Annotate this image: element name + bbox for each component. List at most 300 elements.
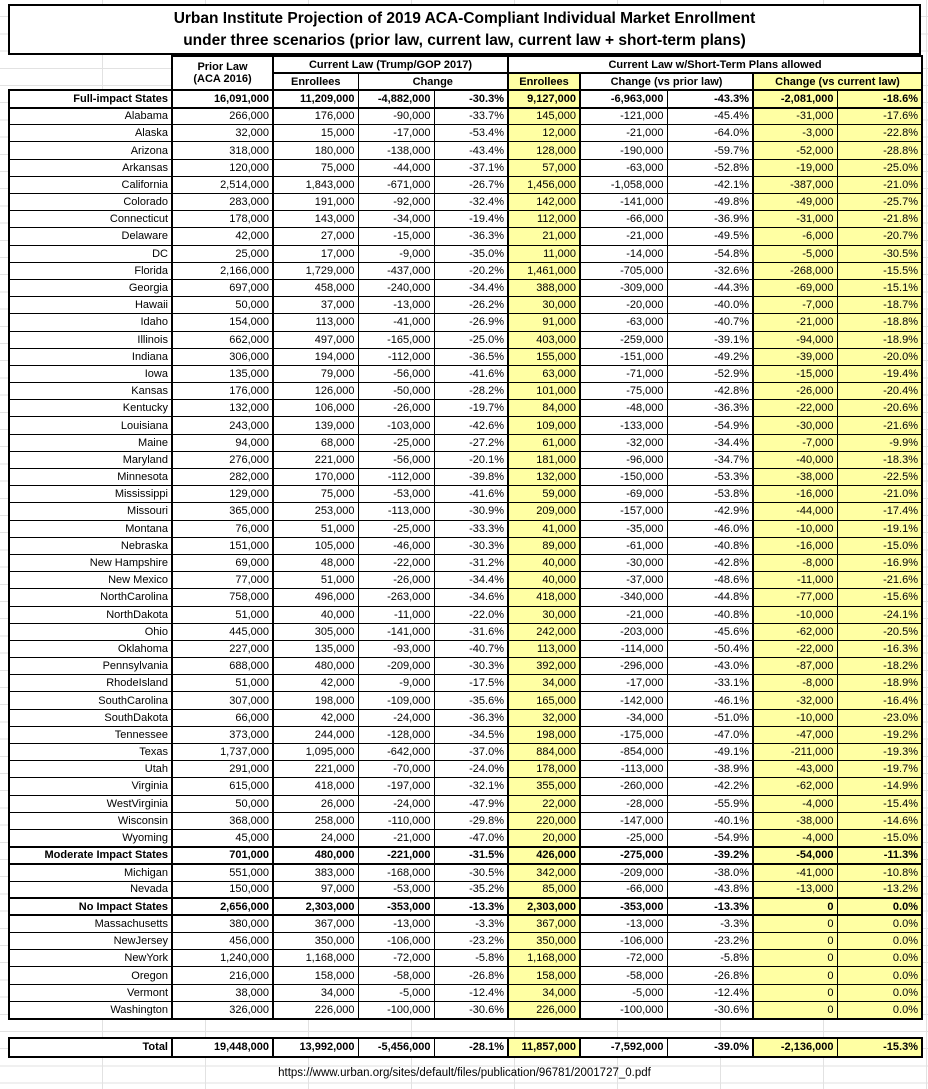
cell: -34.4% [434, 572, 508, 589]
cell: -46.0% [667, 520, 753, 537]
cell: 34,000 [273, 984, 358, 1001]
cell: -26.8% [667, 967, 753, 984]
cell: -21,000 [580, 606, 667, 623]
state-label: Full-impact States [9, 90, 172, 107]
state-label: Kansas [9, 383, 172, 400]
title-line-1: Urban Institute Projection of 2019 ACA-Compliant Individual Market Enrollment [173, 10, 756, 27]
table-row [9, 589, 922, 606]
cell: -20.1% [434, 451, 508, 468]
table-row [9, 125, 922, 142]
cell: 220,000 [508, 812, 580, 829]
cell: -2,136,000 [753, 1038, 837, 1057]
table-row [9, 933, 922, 950]
table-row [9, 434, 922, 451]
table-row [9, 864, 922, 881]
cell: -39,000 [753, 348, 837, 365]
cell: 17,000 [273, 245, 358, 262]
cell: -109,000 [358, 692, 434, 709]
cell: 142,000 [508, 194, 580, 211]
cell: 2,656,000 [172, 898, 273, 915]
cell: -260,000 [580, 778, 667, 795]
state-label: Texas [9, 744, 172, 761]
cell: -39.0% [667, 1038, 753, 1057]
cell: -437,000 [358, 262, 434, 279]
cell: -35.0% [434, 245, 508, 262]
cell: 59,000 [508, 486, 580, 503]
cell: 243,000 [172, 417, 273, 434]
cell: 0.0% [837, 950, 922, 967]
cell: -13,000 [753, 881, 837, 898]
cell: -142,000 [580, 692, 667, 709]
cell: 456,000 [172, 933, 273, 950]
cell: 551,000 [172, 864, 273, 881]
cell: -23.2% [434, 933, 508, 950]
cell: 158,000 [273, 967, 358, 984]
cell: -49.5% [667, 228, 753, 245]
cell: -17,000 [580, 675, 667, 692]
cell: 307,000 [172, 692, 273, 709]
cell: -16,000 [753, 486, 837, 503]
table-row [9, 90, 922, 107]
cell: -94,000 [753, 331, 837, 348]
cell: -114,000 [580, 640, 667, 657]
cell: 615,000 [172, 778, 273, 795]
header-cl-enrollees: Enrollees [273, 73, 358, 90]
cell: -20.6% [837, 400, 922, 417]
cell: 0 [753, 898, 837, 915]
cell: -19.1% [837, 520, 922, 537]
cell: -38.9% [667, 761, 753, 778]
state-label: NorthCarolina [9, 589, 172, 606]
cell: -72,000 [580, 950, 667, 967]
cell: 1,168,000 [273, 950, 358, 967]
cell: 40,000 [508, 554, 580, 571]
table-row [9, 176, 922, 193]
cell: -42.8% [667, 383, 753, 400]
cell: -45.6% [667, 623, 753, 640]
cell: -18.9% [837, 675, 922, 692]
cell: -56,000 [358, 451, 434, 468]
cell: -34,000 [580, 709, 667, 726]
cell: -12.4% [667, 984, 753, 1001]
cell: -190,000 [580, 142, 667, 159]
cell: -43.3% [667, 90, 753, 107]
cell: -54.9% [667, 417, 753, 434]
table-row [9, 194, 922, 211]
state-label: Oklahoma [9, 640, 172, 657]
cell: -41.6% [434, 486, 508, 503]
cell: -49,000 [753, 194, 837, 211]
cell: -35,000 [580, 520, 667, 537]
cell: -30.6% [434, 1001, 508, 1018]
state-label: Tennessee [9, 726, 172, 743]
cell: 0.0% [837, 898, 922, 915]
cell: -19.7% [434, 400, 508, 417]
cell: 45,000 [172, 829, 273, 846]
cell: 480,000 [273, 847, 358, 864]
cell: 368,000 [172, 812, 273, 829]
cell: 242,000 [508, 623, 580, 640]
cell: -296,000 [580, 658, 667, 675]
cell: -34.6% [434, 589, 508, 606]
cell: -268,000 [753, 262, 837, 279]
cell: 688,000 [172, 658, 273, 675]
cell: -32.1% [434, 778, 508, 795]
cell: -41.6% [434, 365, 508, 382]
cell: 32,000 [172, 125, 273, 142]
total-body [9, 1038, 922, 1057]
cell: -30.6% [667, 1001, 753, 1018]
table-row [9, 348, 922, 365]
cell: -103,000 [358, 417, 434, 434]
cell: -26.7% [434, 176, 508, 193]
cell: 318,000 [172, 142, 273, 159]
cell: -26,000 [358, 572, 434, 589]
cell: -21.6% [837, 417, 922, 434]
cell: 266,000 [172, 108, 273, 125]
cell: -44.8% [667, 589, 753, 606]
cell: 367,000 [273, 915, 358, 932]
cell: -53,000 [358, 881, 434, 898]
cell: -43.8% [667, 881, 753, 898]
cell: -25.7% [837, 194, 922, 211]
cell: 380,000 [172, 915, 273, 932]
state-label: Montana [9, 520, 172, 537]
cell: 42,000 [172, 228, 273, 245]
cell: 2,514,000 [172, 176, 273, 193]
state-label: Pennsylvania [9, 658, 172, 675]
cell: -6,000 [753, 228, 837, 245]
cell: -203,000 [580, 623, 667, 640]
cell: 154,000 [172, 314, 273, 331]
state-label: Missouri [9, 503, 172, 520]
cell: 11,000 [508, 245, 580, 262]
cell: -36.3% [434, 709, 508, 726]
cell: -31,000 [753, 211, 837, 228]
table-row [9, 692, 922, 709]
cell: -44,000 [358, 159, 434, 176]
cell: -20.2% [434, 262, 508, 279]
cell: -32,000 [753, 692, 837, 709]
cell: -263,000 [358, 589, 434, 606]
table-row [9, 365, 922, 382]
state-label: Arizona [9, 142, 172, 159]
cell: 403,000 [508, 331, 580, 348]
cell: -165,000 [358, 331, 434, 348]
cell: 16,091,000 [172, 90, 273, 107]
table-row [9, 108, 922, 125]
table-row [9, 314, 922, 331]
cell: -54.8% [667, 245, 753, 262]
cell: -52.9% [667, 365, 753, 382]
cell: -36.3% [667, 400, 753, 417]
cell: -19.2% [837, 726, 922, 743]
cell: -15.4% [837, 795, 922, 812]
cell: 176,000 [172, 383, 273, 400]
cell: -42.8% [667, 554, 753, 571]
cell: -47.9% [434, 795, 508, 812]
cell: -30.9% [434, 503, 508, 520]
state-label: New Hampshire [9, 554, 172, 571]
cell: -25,000 [358, 520, 434, 537]
cell: 1,168,000 [508, 950, 580, 967]
cell: -18.2% [837, 658, 922, 675]
cell: -43,000 [753, 761, 837, 778]
cell: 51,000 [273, 572, 358, 589]
header-current-law-group: Current Law (Trump/GOP 2017) [273, 56, 508, 73]
state-label: Iowa [9, 365, 172, 382]
cell: -34,000 [358, 211, 434, 228]
cell: -30.3% [434, 90, 508, 107]
table-row [9, 279, 922, 296]
state-label: Georgia [9, 279, 172, 296]
cell: -16.4% [837, 692, 922, 709]
cell: -30.3% [434, 537, 508, 554]
table-row [9, 950, 922, 967]
cell: -37.1% [434, 159, 508, 176]
cell: -38.0% [667, 864, 753, 881]
state-label: Washington [9, 1001, 172, 1018]
table-row [9, 486, 922, 503]
cell: -42.6% [434, 417, 508, 434]
cell: -23.0% [837, 709, 922, 726]
cell: -100,000 [580, 1001, 667, 1018]
cell: -112,000 [358, 348, 434, 365]
state-label: SouthCarolina [9, 692, 172, 709]
cell: 51,000 [172, 606, 273, 623]
cell: -30,000 [753, 417, 837, 434]
cell: -24,000 [358, 795, 434, 812]
cell: -9.9% [837, 434, 922, 451]
cell: -90,000 [358, 108, 434, 125]
cell: -8,000 [753, 554, 837, 571]
table-row [9, 228, 922, 245]
cell: -4,882,000 [358, 90, 434, 107]
cell: 0 [753, 933, 837, 950]
cell: 37,000 [273, 297, 358, 314]
cell: -53.8% [667, 486, 753, 503]
cell: -7,592,000 [580, 1038, 667, 1057]
cell: 350,000 [273, 933, 358, 950]
cell: -10,000 [753, 520, 837, 537]
cell: 38,000 [172, 984, 273, 1001]
table-row [9, 778, 922, 795]
cell: 209,000 [508, 503, 580, 520]
cell: -39.2% [667, 847, 753, 864]
cell: -18.9% [837, 331, 922, 348]
cell: -18.3% [837, 451, 922, 468]
table-row [9, 881, 922, 898]
cell: 132,000 [172, 400, 273, 417]
cell: -87,000 [753, 658, 837, 675]
table-row [9, 159, 922, 176]
cell: -40.7% [667, 314, 753, 331]
table-row [9, 331, 922, 348]
cell: 1,737,000 [172, 744, 273, 761]
cell: 34,000 [508, 984, 580, 1001]
header-stp-change-prior: Change (vs prior law) [580, 73, 753, 90]
table-row [9, 142, 922, 159]
table-body [9, 90, 922, 1018]
table-row [9, 915, 922, 932]
cell: -34.5% [434, 726, 508, 743]
cell: 0 [753, 984, 837, 1001]
cell: 418,000 [273, 778, 358, 795]
cell: 139,000 [273, 417, 358, 434]
cell: -40.8% [667, 606, 753, 623]
state-label: Connecticut [9, 211, 172, 228]
cell: 76,000 [172, 520, 273, 537]
cell: 77,000 [172, 572, 273, 589]
cell: 662,000 [172, 331, 273, 348]
cell: 350,000 [508, 933, 580, 950]
cell: -33.1% [667, 675, 753, 692]
cell: -23.2% [667, 933, 753, 950]
cell: -13.2% [837, 881, 922, 898]
cell: -54,000 [753, 847, 837, 864]
cell: 355,000 [508, 778, 580, 795]
cell: 282,000 [172, 469, 273, 486]
state-label: Idaho [9, 314, 172, 331]
table-row [9, 709, 922, 726]
cell: -32.4% [434, 194, 508, 211]
cell: 91,000 [508, 314, 580, 331]
cell: -50,000 [358, 383, 434, 400]
cell: -49.1% [667, 744, 753, 761]
cell: -1,058,000 [580, 176, 667, 193]
cell: 198,000 [273, 692, 358, 709]
cell: -259,000 [580, 331, 667, 348]
cell: -52.8% [667, 159, 753, 176]
cell: -20,000 [580, 297, 667, 314]
cell: 21,000 [508, 228, 580, 245]
cell: -32,000 [580, 434, 667, 451]
state-label: Alabama [9, 108, 172, 125]
cell: -22.0% [434, 606, 508, 623]
cell: -13.3% [434, 898, 508, 915]
cell: -30.5% [434, 864, 508, 881]
state-label: Arkansas [9, 159, 172, 176]
table-row [9, 572, 922, 589]
cell: 57,000 [508, 159, 580, 176]
cell: -41,000 [753, 864, 837, 881]
cell: -19.3% [837, 744, 922, 761]
cell: 32,000 [508, 709, 580, 726]
source-url: https://www.urban.org/sites/default/files/publication/96781/2001727_0.pdf [278, 1066, 651, 1079]
table-row [9, 829, 922, 846]
cell: -18.6% [837, 90, 922, 107]
cell: 155,000 [508, 348, 580, 365]
cell: -12.4% [434, 984, 508, 1001]
cell: 24,000 [273, 829, 358, 846]
cell: -44,000 [753, 503, 837, 520]
cell: 0 [753, 950, 837, 967]
cell: 105,000 [273, 537, 358, 554]
cell: -26,000 [753, 383, 837, 400]
cell: -28,000 [580, 795, 667, 812]
state-label: Illinois [9, 331, 172, 348]
cell: -14,000 [580, 245, 667, 262]
spreadsheet [8, 4, 921, 1079]
cell: -3,000 [753, 125, 837, 142]
cell: 0.0% [837, 1001, 922, 1018]
header-prior-law [172, 56, 273, 90]
blank-row [8, 1020, 921, 1037]
cell: -6,963,000 [580, 90, 667, 107]
cell: 178,000 [172, 211, 273, 228]
cell: -21.6% [837, 572, 922, 589]
cell: -10,000 [753, 709, 837, 726]
cell: -128,000 [358, 726, 434, 743]
state-label: New Mexico [9, 572, 172, 589]
cell: 1,729,000 [273, 262, 358, 279]
cell: -113,000 [358, 503, 434, 520]
cell: -141,000 [580, 194, 667, 211]
cell: 326,000 [172, 1001, 273, 1018]
cell: -157,000 [580, 503, 667, 520]
cell: -15.1% [837, 279, 922, 296]
cell: -44.3% [667, 279, 753, 296]
state-label: Colorado [9, 194, 172, 211]
cell: -19,000 [753, 159, 837, 176]
cell: -21.0% [837, 176, 922, 193]
cell: 63,000 [508, 365, 580, 382]
state-label: Maryland [9, 451, 172, 468]
state-label: Louisiana [9, 417, 172, 434]
cell: -37.0% [434, 744, 508, 761]
cell: -63,000 [580, 314, 667, 331]
table-row [9, 984, 922, 1001]
cell: -48.6% [667, 572, 753, 589]
cell: -2,081,000 [753, 90, 837, 107]
cell: -26,000 [358, 400, 434, 417]
cell: 0.0% [837, 933, 922, 950]
cell: -47,000 [753, 726, 837, 743]
cell: 291,000 [172, 761, 273, 778]
table-row [9, 675, 922, 692]
state-label: Minnesota [9, 469, 172, 486]
cell: 383,000 [273, 864, 358, 881]
cell: -40.1% [667, 812, 753, 829]
cell: 445,000 [172, 623, 273, 640]
cell: -69,000 [580, 486, 667, 503]
cell: -66,000 [580, 211, 667, 228]
cell: 11,209,000 [273, 90, 358, 107]
cell: -112,000 [358, 469, 434, 486]
header-stp-change-current: Change (vs current law) [753, 73, 922, 90]
cell: -28.2% [434, 383, 508, 400]
cell: -141,000 [358, 623, 434, 640]
cell: -64.0% [667, 125, 753, 142]
cell: 34,000 [508, 675, 580, 692]
table-row [9, 537, 922, 554]
state-label: Kentucky [9, 400, 172, 417]
cell: -22,000 [753, 640, 837, 657]
cell: 276,000 [172, 451, 273, 468]
cell: -138,000 [358, 142, 434, 159]
cell: -5,000 [753, 245, 837, 262]
cell: 418,000 [508, 589, 580, 606]
cell: 30,000 [508, 297, 580, 314]
cell: -642,000 [358, 744, 434, 761]
cell: -40.8% [667, 537, 753, 554]
cell: -5,000 [358, 984, 434, 1001]
cell: -71,000 [580, 365, 667, 382]
cell: -175,000 [580, 726, 667, 743]
cell: -113,000 [580, 761, 667, 778]
cell: -11,000 [358, 606, 434, 623]
cell: -52,000 [753, 142, 837, 159]
